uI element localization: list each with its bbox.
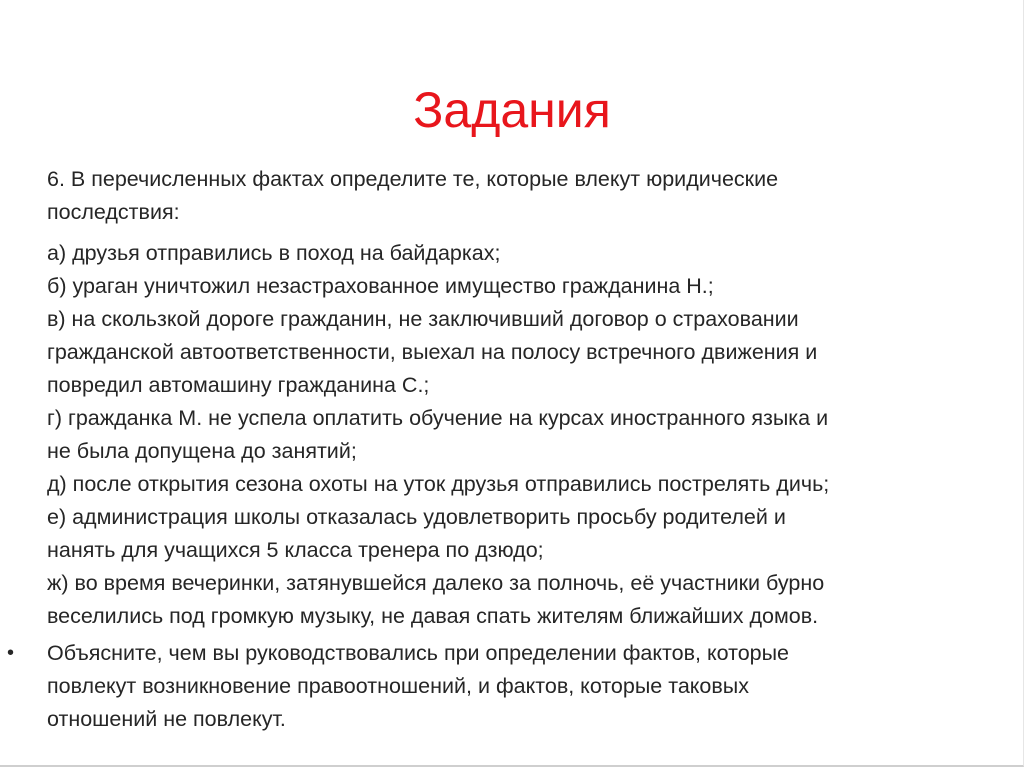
fact-item-b: б) ураган уничтожил незастрахованное имущество гражданина Н.;: [47, 274, 714, 298]
explain-bullet: [7, 637, 1007, 736]
fact-item-v: в) на скользкой дороге гражданин, не заключивший договор о страховании: [47, 307, 799, 331]
fact-item-zh-cont: веселились под громкую музыку, не давая спать жителям ближайших домов.: [47, 604, 819, 628]
slide-body: [7, 163, 1007, 736]
explain-line: отношений не повлекут.: [47, 707, 286, 731]
fact-item-d: д) после открытия сезона охоты на уток друзья отправились пострелять дичь;: [47, 472, 830, 496]
slide-title: Задания: [413, 82, 611, 138]
task-intro-line: последствия:: [47, 200, 180, 224]
bullet-dot-icon: •: [7, 642, 15, 664]
facts-list: [47, 237, 1007, 633]
fact-item-e: е) администрация школы отказалась удовлетворить просьбу родителей и: [47, 505, 786, 529]
fact-item-e-cont: нанять для учащихся 5 класса тренера по дзюдо;: [47, 538, 544, 562]
explain-line: Объясните, чем вы руководствовались при определении фактов, которые: [47, 641, 790, 665]
fact-item-v-cont: гражданской автоответственности, выехал на полосу встречного движения и: [47, 340, 818, 364]
fact-item-v-cont: повредил автомашину гражданина С.;: [47, 373, 430, 397]
task-intro: [47, 163, 1007, 229]
fact-item-g: г) гражданка М. не успела оплатить обучение на курсах иностранного языка и: [47, 406, 829, 430]
fact-item-a: а) друзья отправились в поход на байдарках;: [47, 241, 501, 265]
fact-item-g-cont: не была допущена до занятий;: [47, 439, 357, 463]
explain-line: повлекут возникновение правоотношений, и фактов, которые таковых: [47, 674, 750, 698]
fact-item-zh: ж) во время вечеринки, затянувшейся далеко за полночь, её участники бурно: [47, 571, 825, 595]
task-intro-line: 6. В перечисленных фактах определите те, которые влекут юридические: [47, 167, 779, 191]
